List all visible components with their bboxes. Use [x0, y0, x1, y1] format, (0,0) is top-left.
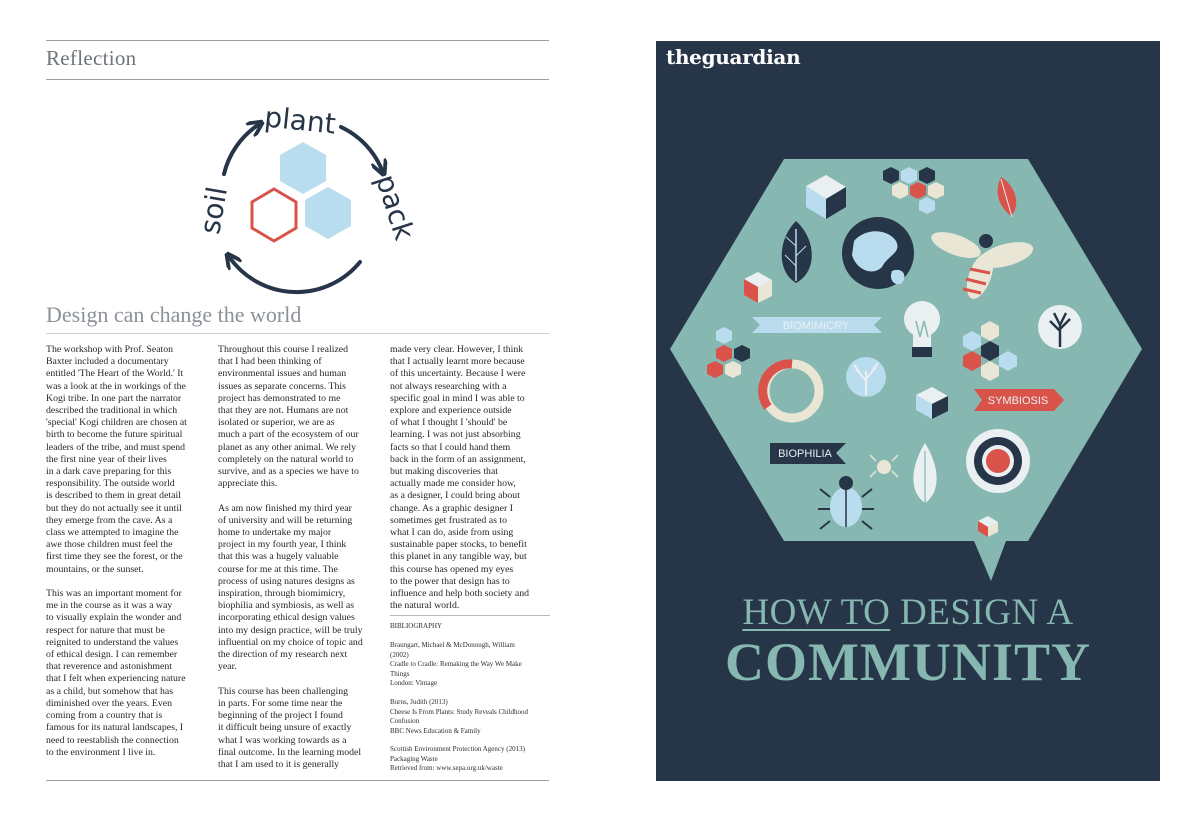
- logo-word-soil: soil: [193, 184, 234, 237]
- bottom-rule: [46, 780, 549, 781]
- bibliography-label: BIBLIOGRAPHY: [390, 622, 443, 630]
- heading-rule: [46, 333, 549, 334]
- bibliography-entry: Burns, Judith (2013) Cheese Is From Plants: Study Reveals Childhood Confusion BBC News Education & Family: [390, 698, 529, 735]
- tree-icon: [1038, 305, 1082, 349]
- top-rule: [46, 40, 549, 41]
- bibliography-entry: Braungart, Michael & McDonough, William (2002) Cradle to Cradle: Remaking the Way We Make Things London: Vintage: [390, 641, 522, 688]
- blue-hexagon-top: [280, 142, 326, 194]
- logo-word-plant: plant: [262, 100, 338, 141]
- section-title: Reflection: [46, 46, 137, 70]
- article-heading: Design can change the world: [46, 302, 302, 327]
- guardian-masthead: theguardian: [666, 45, 801, 69]
- title-design-a: DESIGN A: [900, 592, 1074, 633]
- blue-hexagon-right: [305, 187, 351, 239]
- body-column-1: The workshop with Prof. Seaton Baxter included a documentary entitled 'The Heart of the World.' It was a look at the in workings of the Kogi tribe. In one part the narrator described the traditional in which 'special' Kogi children are chosen at birth to become the future spiritual leaders of the tribe, and must spend the first nine year of their lives in a dark cave preparing for this responsibility. The outside world is described to them in great detail but they do not actually see it until they emerge from the cave. As a class we attempted to imagine the awe those children must feel the first time they see the forest, or the mountains, or the sunset. This was an important moment for me in the course as it was a way to visually explain the wonder and respect for nature that must be reignited to understand the values of ethical design. I can remember that reverence and astonishment that I felt when experiencing nature as a child, but somehow that has diminished over the years. Even coming from a country that is famous for its natural landscapes, I need to reestablish the connection to the environment I live in.: [46, 344, 187, 758]
- banner-biomimicry: BIOMIMICRY: [782, 320, 850, 332]
- magazine-cover: [656, 41, 1160, 781]
- arrow-right: [341, 127, 382, 170]
- arrow-bottom: [230, 258, 360, 292]
- banner-symbiosis: SYMBIOSIS: [987, 395, 1049, 407]
- body-column-2: Throughout this course I realized that I had been thinking of environmental issues and human issues as separate concerns. This project has demonstrated to me that they are not. Humans are not isolated or superior, we are as much a part of the ecosystem of our planet as any other animal. We rely completely on the natural world to survive, and as a species we have to appreciate this. As am now finished my third year of university and will be returning home to undertake my major project in my fourth year, I think that this was a hugely valuable course for me at this time. The process of using natures designs as inspiration, through biomimicry, biophilia and symbiosis, as well as incorporating ethical design values into my design practice, will be truly influential on my choice of topic and the direction of my research next year. This course has been challenging in parts. For some time near the beginning of the project I found it difficult being unsure of exactly what I was working towards as a final outcome. In the learning model that I am used to it is generally: [218, 344, 363, 770]
- arrow-top: [224, 125, 258, 174]
- banner-biophilia: BIOPHILIA: [778, 448, 832, 460]
- bibliography-entry: Scottish Environment Protection Agency (2013) Packaging Waste Retrieved from: www.sepa.org.uk/waste: [390, 745, 525, 773]
- coral-tree-icon: [846, 357, 886, 397]
- cover-title-line2: COMMUNITY: [725, 632, 1091, 692]
- body-column-3: made very clear. However, I think that I actually learnt more because of this uncertainty. Because I were not always researching with a specific goal in mind I was able to explore and experience outside of what I thought I 'should' be learning. I was not just absorbing facts so that I could hand them back in the form of an assignment, but making discoveries that actually made me consider how, as a designer, I could bring about change. As a graphic designer I sometimes get frustrated as to what I can do, aside from using sustainable paper stocks, to benefit this planet in any tangible way, but this course has opened my eyes to the power that design has to influence and help both society and the natural world.: [390, 344, 530, 612]
- title-rule: [46, 79, 549, 80]
- plant-pack-soil-logo: [190, 92, 422, 292]
- globe-icon: [842, 217, 914, 289]
- logo-word-pack: pack: [369, 170, 422, 244]
- cover-title-line1: [656, 591, 1160, 634]
- target-icon: [966, 429, 1030, 493]
- red-hexagon-outline: [252, 189, 296, 241]
- bibliography-rule: [390, 615, 550, 616]
- title-how-to: HOW TO: [742, 592, 891, 633]
